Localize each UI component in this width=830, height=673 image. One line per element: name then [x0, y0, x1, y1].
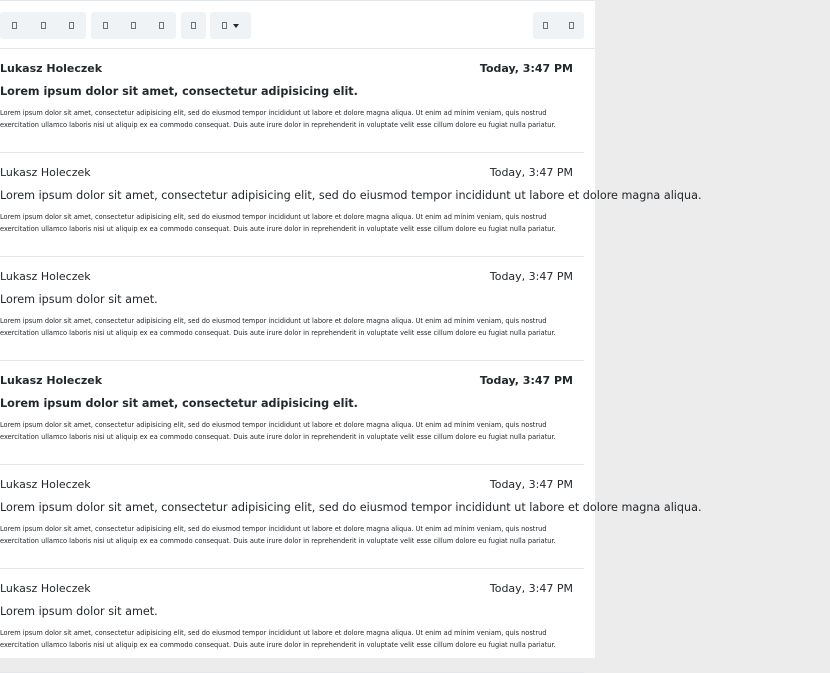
message-date: Today, 3:47 PM — [489, 270, 573, 283]
caret-down-icon — [233, 24, 239, 28]
next-page-button[interactable] — [559, 12, 585, 39]
message-item[interactable] — [0, 49, 584, 153]
message-preview: Lorem ipsum dolor sit amet, consectetur adipisicing elit, sed do eiusmod tempor incididunt ut labore et dolore magna aliqua. Ut enim ad minim veniam, quis nostrud exercitation ullamco laboris nisi ut aliquip ex ea commodo consequat. Duis aute irure dolor in reprehenderit in voluptate velit esse cillum dolore eu fugiat nulla pariatur. — [0, 525, 556, 546]
message-subject: Lorem ipsum dolor sit amet, consectetur adipisicing elit, sed do eiusmod tempor incididunt ut labore et dolore magna aliqua. — [0, 189, 702, 202]
message-preview: Lorem ipsum dolor sit amet, consectetur adipisicing elit, sed do eiusmod tempor incididunt ut labore et dolore magna aliqua. Ut enim ad minim veniam, quis nostrud exercitation ullamco laboris nisi ut aliquip ex ea commodo consequat. Duis aute irure dolor in reprehenderit in voluptate velit esse cillum dolore eu fugiat nulla pariatur. — [0, 421, 556, 442]
message-sender: Lukasz Holeczek — [0, 478, 91, 491]
move-to-inbox-button[interactable] — [91, 12, 119, 39]
message-subject: Lorem ipsum dolor sit amet. — [0, 293, 158, 306]
message-preview: Lorem ipsum dolor sit amet, consectetur adipisicing elit, sed do eiusmod tempor incididunt ut labore et dolore magna aliqua. Ut enim ad minim veniam, quis nostrud exercitation ullamco laboris nisi ut aliquip ex ea commodo consequat. Duis aute irure dolor in reprehenderit in voluptate velit esse cillum dolore eu fugiat nulla pariatur. — [0, 109, 556, 130]
trash-icon — [159, 22, 164, 29]
move-actions-group — [91, 12, 176, 39]
message-sender: Lukasz Holeczek — [0, 270, 91, 283]
message-item[interactable] — [0, 257, 584, 361]
message-date: Today, 3:47 PM — [489, 582, 573, 595]
pagination-group — [533, 12, 584, 39]
message-sender: Lukasz Holeczek — [0, 166, 91, 179]
message-subject: Lorem ipsum dolor sit amet, consectetur adipisicing elit, sed do eiusmod tempor incididunt ut labore et dolore magna aliqua. — [0, 501, 702, 514]
chevron-left-icon — [543, 22, 548, 29]
select-actions-group — [0, 12, 86, 39]
message-sender: Lukasz Holeczek — [0, 62, 103, 75]
folder-icon — [222, 22, 227, 29]
message-preview: Lorem ipsum dolor sit amet, consectetur adipisicing elit, sed do eiusmod tempor incididunt ut labore et dolore magna aliqua. Ut enim ad minim veniam, quis nostrud exercitation ullamco laboris nisi ut aliquip ex ea commodo consequat. Duis aute irure dolor in reprehenderit in voluptate velit esse cillum dolore eu fugiat nulla pariatur. — [0, 629, 556, 650]
inbox-toolbar — [0, 0, 595, 49]
select-all-button[interactable] — [0, 12, 29, 39]
message-date: Today, 3:47 PM — [489, 478, 573, 491]
message-item[interactable] — [0, 361, 584, 465]
move-to-folder-dropdown[interactable] — [210, 12, 251, 39]
archive-icon — [131, 22, 136, 29]
message-sender: Lukasz Holeczek — [0, 582, 91, 595]
message-subject: Lorem ipsum dolor sit amet, consectetur adipisicing elit. — [0, 397, 358, 410]
tag-icon — [191, 22, 196, 29]
message-list — [0, 49, 702, 673]
folder-dropdown-group — [210, 12, 251, 39]
label-button[interactable] — [181, 12, 206, 39]
message-date: Today, 3:47 PM — [479, 62, 573, 75]
chevron-right-icon — [569, 22, 574, 29]
message-subject: Lorem ipsum dolor sit amet. — [0, 605, 158, 618]
refresh-button[interactable] — [29, 12, 58, 39]
message-subject: Lorem ipsum dolor sit amet, consectetur adipisicing elit. — [0, 85, 358, 98]
refresh-icon — [41, 22, 46, 29]
star-icon — [69, 22, 74, 29]
previous-page-button[interactable] — [533, 12, 559, 39]
star-button[interactable] — [57, 12, 86, 39]
empty-content-area — [595, 0, 830, 658]
message-preview: Lorem ipsum dolor sit amet, consectetur adipisicing elit, sed do eiusmod tempor incididunt ut labore et dolore magna aliqua. Ut enim ad minim veniam, quis nostrud exercitation ullamco laboris nisi ut aliquip ex ea commodo consequat. Duis aute irure dolor in reprehenderit in voluptate velit esse cillum dolore eu fugiat nulla pariatur. — [0, 213, 556, 234]
inbox-icon — [103, 22, 108, 29]
label-actions-group — [181, 12, 206, 39]
checkbox-icon — [12, 22, 17, 29]
message-item[interactable] — [0, 569, 584, 673]
message-date: Today, 3:47 PM — [479, 374, 573, 387]
delete-button[interactable] — [148, 12, 176, 39]
message-sender: Lukasz Holeczek — [0, 374, 103, 387]
message-item[interactable] — [0, 153, 702, 257]
message-item[interactable] — [0, 465, 702, 569]
archive-button[interactable] — [119, 12, 147, 39]
message-preview: Lorem ipsum dolor sit amet, consectetur adipisicing elit, sed do eiusmod tempor incididunt ut labore et dolore magna aliqua. Ut enim ad minim veniam, quis nostrud exercitation ullamco laboris nisi ut aliquip ex ea commodo consequat. Duis aute irure dolor in reprehenderit in voluptate velit esse cillum dolore eu fugiat nulla pariatur. — [0, 317, 556, 338]
message-date: Today, 3:47 PM — [489, 166, 573, 179]
